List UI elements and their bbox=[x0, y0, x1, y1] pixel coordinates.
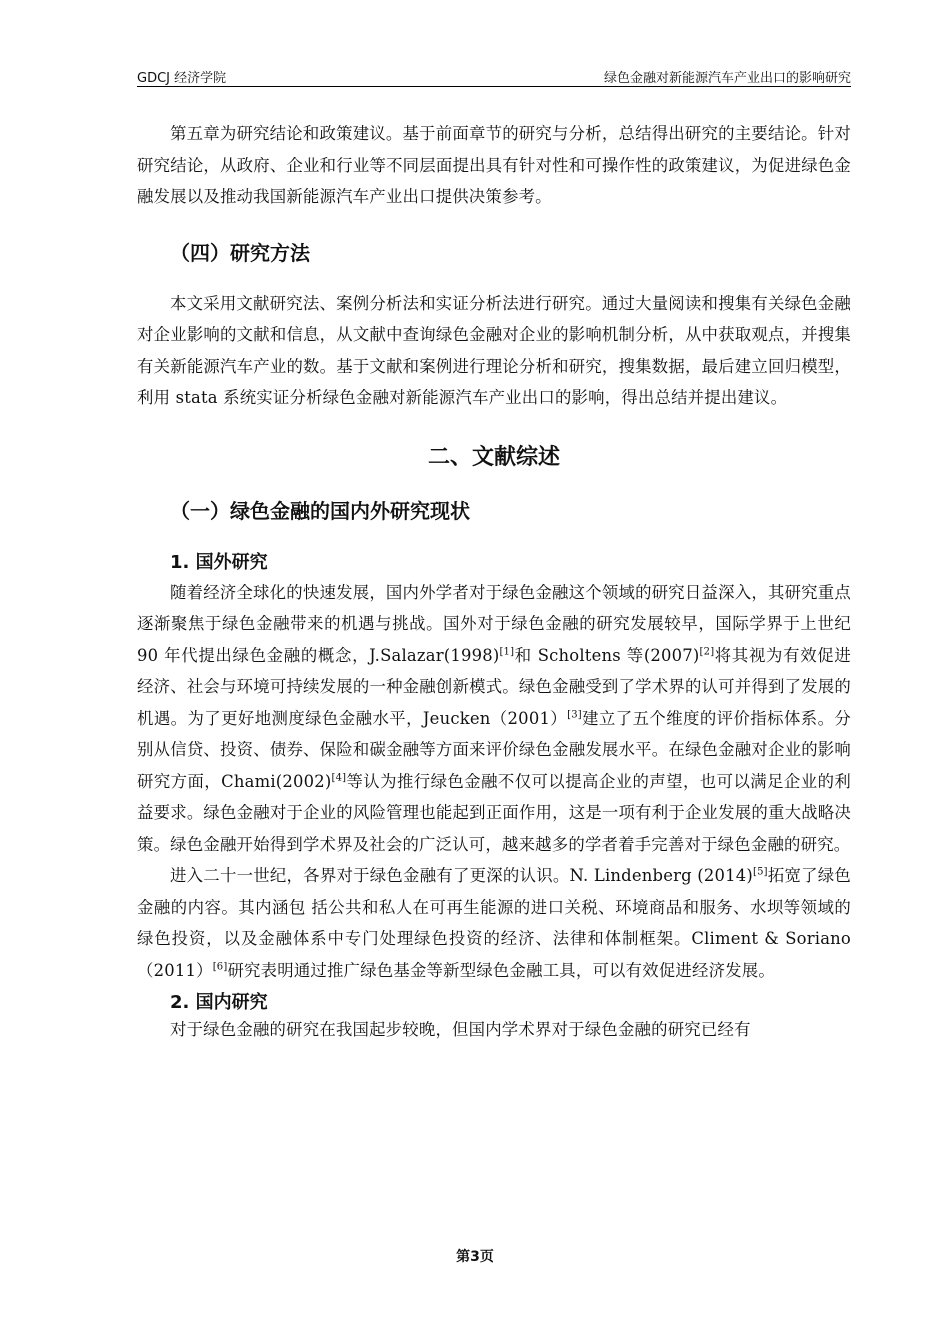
header-institution: GDCJ 经济学院 bbox=[137, 71, 227, 86]
text-run: 随着经济全球化的快速发展，国内外学者对于绿色金融这个领域的研究日益深入，其研究重点逐渐聚焦于绿色金融带来的机遇与挑战。国外对于绿色金融的研究发展较早，国际学界于上世纪 90 年代提出绿色金融的概念，J.Salazar(1998) bbox=[137, 582, 851, 665]
citation-ref: [4] bbox=[331, 772, 347, 784]
citation-ref: [5] bbox=[753, 866, 768, 878]
page-number: 第3页 bbox=[456, 1249, 494, 1265]
heading-foreign-research: 1. 国外研究 bbox=[170, 551, 268, 573]
text-run: 研究表明通过推广绿色基金等新型绿色金融工具，可以有效促进经济发展。 bbox=[227, 960, 775, 980]
text-run: 和 Scholtens 等(2007) bbox=[514, 645, 700, 665]
paragraph-foreign-research bbox=[137, 577, 851, 861]
paragraph-chapter5: 第五章为研究结论和政策建议。基于前面章节的研究与分析，总结得出研究的主要结论。针对研究结论，从政府、企业和行业等不同层面提出具有针对性和可操作性的政策建议，为促进绿色金融发展以及推动我国新能源汽车产业出口提供决策参考。 bbox=[137, 124, 851, 206]
text-run: 建立了五个维度的评价指标体系。分别从信贷、投资、债券、保险和碳金融等方面来评价绿色金融发展水平。在绿色金融对企业的影响研究方面，Chami(2002) bbox=[137, 708, 851, 791]
paragraph-domestic-research: 对于绿色金融的研究在我国起步较晚，但国内学术界对于绿色金融的研究已经有 bbox=[170, 1020, 751, 1039]
heading-research-status: （一）绿色金融的国内外研究现状 bbox=[170, 498, 470, 523]
text-run: 等认为推行绿色金融不仅可以提高企业的声望，也可以满足企业的利益要求。绿色金融对于企业的风险管理也能起到正面作用，这是一项有利于企业发展的重大战略决策。绿色金融开始得到学术界及社会的广泛认可，越来越多的学者着手完善对于绿色金融的研究。 bbox=[137, 771, 851, 854]
citation-ref: [1] bbox=[499, 646, 515, 658]
heading-literature-review: 二、文献综述 bbox=[427, 444, 560, 470]
header-thesis-title: 绿色金融对新能源汽车产业出口的影响研究 bbox=[603, 71, 851, 86]
citation-ref: [3] bbox=[567, 709, 582, 721]
paragraph-21st-century bbox=[137, 860, 851, 986]
citation-ref: [6] bbox=[212, 961, 228, 973]
heading-research-methods: （四）研究方法 bbox=[170, 240, 310, 265]
text-run: 进入二十一世纪，各界对于绿色金融有了更深的认识。N. Lindenberg (2014) bbox=[170, 866, 753, 885]
heading-domestic-research: 2. 国内研究 bbox=[170, 992, 268, 1013]
text-run: 将其视为有效促进经济、社会与环境可持续发展的一种金融创新模式。绿色金融受到了学术界的认可并得到了发展的机遇。为了更好地测度绿色金融水平，Jeucken（2001） bbox=[137, 645, 851, 728]
text-run: 拓宽了绿色金融的内容。其内涵包 括公共和私人在可再生能源的进口关税、环境商品和服务、水坝等领域的绿色投资，以及金融体系中专门处理绿色投资的经济、法律和体制框架。Climent & Soriano（2011） bbox=[137, 866, 851, 980]
page-body bbox=[137, 118, 851, 1046]
page-header bbox=[137, 66, 851, 87]
citation-ref: [2] bbox=[699, 646, 715, 658]
paragraph-research-methods: 本文采用文献研究法、案例分析法和实证分析法进行研究。通过大量阅读和搜集有关绿色金融对企业影响的文献和信息，从文献中查询绿色金融对企业的影响机制分析，从中获取观点，并搜集有关新能源汽车产业的数。基于文献和案例进行理论分析和研究，搜集数据，最后建立回归模型，利用 stata 系统实证分析绿色金融对新能源汽车产业出口的影响，得出总结并提出建议。 bbox=[137, 293, 851, 407]
